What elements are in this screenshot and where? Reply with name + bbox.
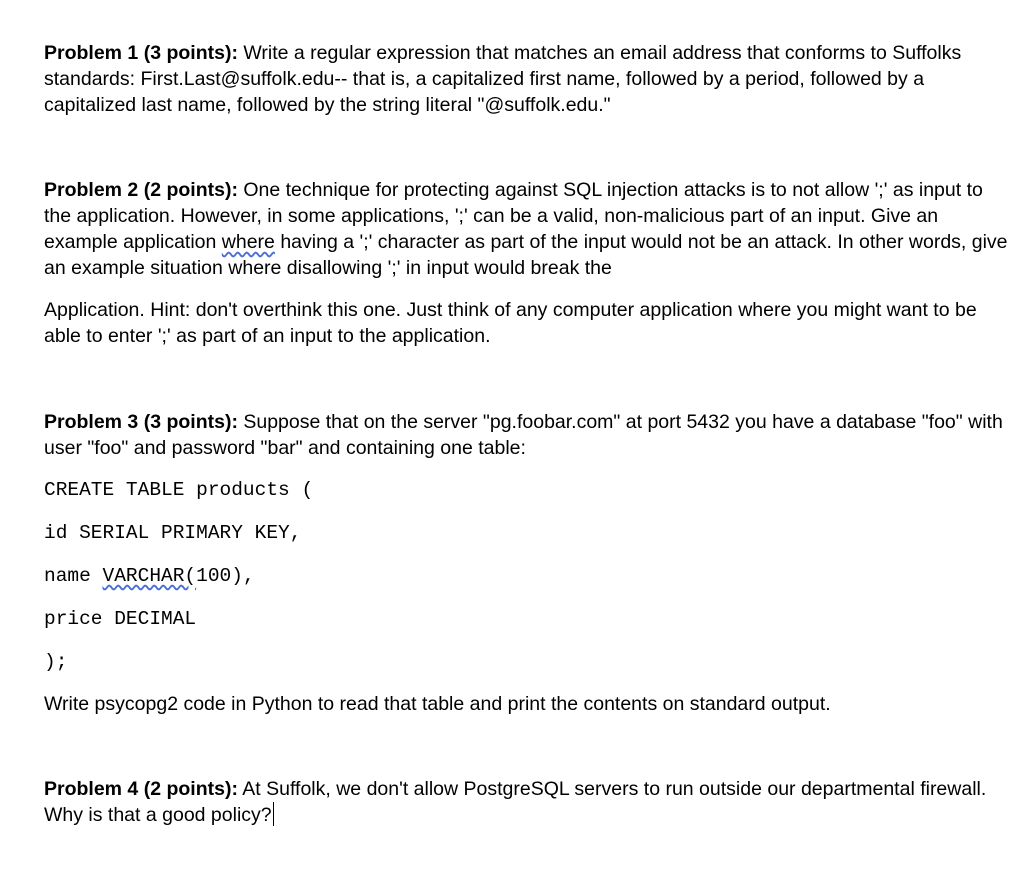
text-cursor bbox=[273, 802, 274, 826]
problem-3-text: Suppose that on the server "pg.foobar.com" at port 5432 you have a database "foo" with user "foo" and password "bar" and containing one table: bbox=[44, 411, 1003, 459]
code-line-create-table: CREATE TABLE products ( bbox=[44, 479, 314, 501]
problem-4-label: Problem 4 (2 points): bbox=[44, 778, 238, 800]
problem-3-instruction: Write psycopg2 code in Python to read that table and print the contents on standard output. bbox=[44, 693, 831, 715]
problem-2-continuation: Application. Hint: don't overthink this one. Just think of any computer application where you might want to be able to enter ';' as part of an input to the application. bbox=[44, 299, 977, 347]
code-line-price: price DECIMAL bbox=[44, 608, 197, 630]
code-line-id: id SERIAL PRIMARY KEY, bbox=[44, 522, 302, 544]
code-line-name bbox=[44, 563, 1014, 589]
document-page[interactable] bbox=[44, 40, 1014, 828]
code-line-name-before: name bbox=[44, 565, 103, 587]
problem-2-text-after: having a ';' character as part of the input would not be an attack. In other words, give an example situation where disallowing ';' in input would break the bbox=[44, 231, 1008, 279]
spellcheck-flag-where: where bbox=[221, 231, 275, 253]
problem-3-label: Problem 3 (3 points): bbox=[44, 411, 238, 433]
spellcheck-flag-varchar: VARCHAR( bbox=[102, 565, 197, 587]
problem-1-label: Problem 1 (3 points): bbox=[44, 42, 238, 64]
code-line-close: ); bbox=[44, 651, 68, 673]
problem-4 bbox=[44, 776, 1014, 828]
problem-3 bbox=[44, 409, 1014, 461]
problem-1 bbox=[44, 40, 1014, 118]
code-line-name-after: 100), bbox=[196, 565, 255, 587]
problem-4-text: At Suffolk, we don't allow PostgreSQL servers to run outside our departmental firewall. Why is that a good policy? bbox=[44, 778, 987, 826]
problem-1-text: Write a regular expression that matches an email address that conforms to Suffolks standards: First.Last@suffolk.edu-- that is, a capitalized first name, followed by a period, followed by a capitalized last name, followed by the string literal "@suffolk.edu." bbox=[44, 42, 962, 116]
problem-2-label: Problem 2 (2 points): bbox=[44, 179, 238, 201]
problem-2 bbox=[44, 177, 1014, 281]
problem-2-text-before: One technique for protecting against SQL injection attacks is to not allow ';' as input to the application. However, in some applications, ';' can be a valid, non-malicious part of an input. Give an example application bbox=[44, 179, 983, 253]
